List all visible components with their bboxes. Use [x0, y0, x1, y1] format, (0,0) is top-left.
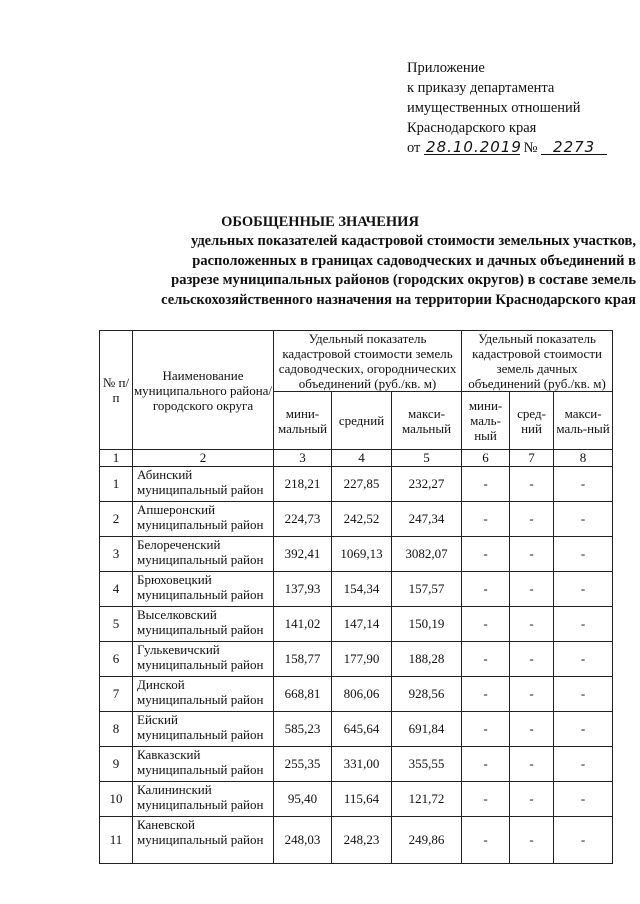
table-row — [100, 712, 613, 747]
col-header-dacha-max: макси-маль-ный — [554, 392, 613, 450]
dacha-avg-value: - — [510, 607, 554, 642]
appendix-line-4: Краснодарского края — [407, 120, 537, 136]
order-date: 28.10.2019 — [426, 138, 522, 156]
garden-max-value: 3082,07 — [392, 537, 462, 572]
dacha-avg-value: - — [510, 537, 554, 572]
dacha-max-value: - — [554, 467, 613, 502]
district-name-line-2: муниципальный район — [137, 727, 264, 742]
district-name — [133, 817, 274, 864]
table-row — [100, 572, 613, 607]
garden-max-value: 928,56 — [392, 677, 462, 712]
garden-avg-value: 154,34 — [332, 572, 392, 607]
dacha-max-value: - — [554, 782, 613, 817]
dacha-avg-value: - — [510, 747, 554, 782]
garden-avg-value: 227,85 — [332, 467, 392, 502]
district-name — [133, 607, 274, 642]
dacha-avg-value: - — [510, 502, 554, 537]
appendix-order-line — [407, 138, 632, 158]
dacha-max-value: - — [554, 677, 613, 712]
garden-avg-value: 242,52 — [332, 502, 392, 537]
from-label: от — [407, 140, 421, 156]
district-name-line-2: муниципальный район — [137, 692, 264, 707]
district-name-line-1: Ейский — [137, 712, 178, 727]
garden-min-value: 218,21 — [274, 467, 332, 502]
column-index: 7 — [510, 450, 554, 467]
garden-min-value: 255,35 — [274, 747, 332, 782]
column-index: 3 — [274, 450, 332, 467]
row-number: 8 — [100, 712, 133, 747]
row-number: 11 — [100, 817, 133, 864]
dacha-avg-value: - — [510, 712, 554, 747]
garden-min-value: 248,03 — [274, 817, 332, 864]
district-name — [133, 747, 274, 782]
garden-min-value: 141,02 — [274, 607, 332, 642]
garden-min-value: 585,23 — [274, 712, 332, 747]
district-name — [133, 642, 274, 677]
row-number: 5 — [100, 607, 133, 642]
garden-max-value: 188,28 — [392, 642, 462, 677]
col-header-no: № п/п — [100, 331, 133, 450]
garden-min-value: 95,40 — [274, 782, 332, 817]
order-number: 2273 — [541, 140, 607, 155]
garden-min-value: 158,77 — [274, 642, 332, 677]
col-header-dacha-min: мини-маль-ный — [462, 392, 510, 450]
col-header-garden-min: мини-мальный — [274, 392, 332, 450]
garden-avg-value: 177,90 — [332, 642, 392, 677]
column-index: 5 — [392, 450, 462, 467]
dacha-max-value: - — [554, 502, 613, 537]
subtitle-line-4: сельскохозяйственного назначения на территории Краснодарского края — [161, 291, 636, 308]
row-number: 6 — [100, 642, 133, 677]
dacha-avg-value: - — [510, 572, 554, 607]
district-name-line-1: Брюховецкий — [137, 572, 212, 587]
row-number: 3 — [100, 537, 133, 572]
table-row — [100, 502, 613, 537]
dacha-min-value: - — [462, 677, 510, 712]
district-name-line-2: муниципальный район — [137, 762, 264, 777]
column-index: 6 — [462, 450, 510, 467]
garden-min-value: 668,81 — [274, 677, 332, 712]
garden-avg-value: 806,06 — [332, 677, 392, 712]
subtitle-line-2: расположенных в границах садоводческих и дачных объединений в — [192, 252, 636, 269]
table-row — [100, 642, 613, 677]
document-subtitle — [96, 232, 636, 310]
garden-max-value: 232,27 — [392, 467, 462, 502]
row-number: 1 — [100, 467, 133, 502]
district-name — [133, 677, 274, 712]
district-name-line-1: Выселковский — [137, 607, 217, 622]
subtitle-line-3: разрезе муниципальных районов (городских округов) в составе земель — [171, 272, 636, 288]
appendix-line-2: к приказу департамента — [407, 80, 555, 96]
garden-avg-value: 331,00 — [332, 747, 392, 782]
district-name — [133, 572, 274, 607]
appendix-line-1: Приложение — [407, 60, 485, 76]
col-header-garden-max: макси-мальный — [392, 392, 462, 450]
col-header-group-dacha: Удельный показатель кадастровой стоимости земель дачных объединений (руб./кв. м) — [462, 331, 613, 392]
row-number: 4 — [100, 572, 133, 607]
dacha-min-value: - — [462, 537, 510, 572]
garden-max-value: 121,72 — [392, 782, 462, 817]
table-row — [100, 537, 613, 572]
dacha-max-value: - — [554, 607, 613, 642]
garden-max-value: 691,84 — [392, 712, 462, 747]
dacha-max-value: - — [554, 642, 613, 677]
district-name-line-1: Апшеронский — [137, 502, 216, 517]
table-row — [100, 747, 613, 782]
garden-avg-value: 147,14 — [332, 607, 392, 642]
dacha-avg-value: - — [510, 642, 554, 677]
district-name-line-1: Калининский — [137, 782, 212, 797]
district-name-line-2: муниципальный район — [137, 657, 264, 672]
district-name-line-2: муниципальный район — [137, 587, 264, 602]
dacha-min-value: - — [462, 607, 510, 642]
district-name — [133, 467, 274, 502]
table-row — [100, 817, 613, 864]
number-label: № — [523, 140, 538, 156]
appendix-line-3: имущественных отношений — [407, 100, 581, 116]
dacha-avg-value: - — [510, 782, 554, 817]
dacha-min-value: - — [462, 817, 510, 864]
dacha-min-value: - — [462, 467, 510, 502]
garden-max-value: 157,57 — [392, 572, 462, 607]
table-row — [100, 467, 613, 502]
garden-max-value: 249,86 — [392, 817, 462, 864]
appendix-header — [407, 58, 632, 158]
district-name-line-1: Кавказский — [137, 747, 201, 762]
district-name-line-1: Абинский — [137, 467, 193, 482]
garden-avg-value: 645,64 — [332, 712, 392, 747]
column-index-row — [100, 450, 613, 467]
dacha-min-value: - — [462, 642, 510, 677]
column-index: 2 — [133, 450, 274, 467]
dacha-max-value: - — [554, 572, 613, 607]
dacha-min-value: - — [462, 572, 510, 607]
column-index: 1 — [100, 450, 133, 467]
garden-max-value: 247,34 — [392, 502, 462, 537]
district-name-line-2: муниципальный район — [137, 482, 264, 497]
subtitle-line-1: удельных показателей кадастровой стоимости земельных участков, — [191, 233, 636, 249]
dacha-min-value: - — [462, 747, 510, 782]
dacha-max-value: - — [554, 817, 613, 864]
district-name-line-2: муниципальный район — [137, 622, 264, 637]
district-name-line-2: муниципальный район — [137, 517, 264, 532]
table-row — [100, 677, 613, 712]
dacha-min-value: - — [462, 502, 510, 537]
col-header-group-garden: Удельный показатель кадастровой стоимости земель садоводческих, огороднических объединений (руб./кв. м) — [274, 331, 462, 392]
col-header-name: Наименование муниципального района/городского округа — [133, 331, 274, 450]
district-name-line-1: Динской — [137, 677, 185, 692]
column-index: 8 — [554, 450, 613, 467]
dacha-avg-value: - — [510, 677, 554, 712]
garden-avg-value: 1069,13 — [332, 537, 392, 572]
district-name-line-2: муниципальный район — [137, 552, 264, 567]
values-table — [99, 330, 613, 864]
garden-max-value: 150,19 — [392, 607, 462, 642]
district-name-line-2: муниципальный район — [137, 797, 264, 812]
column-index: 4 — [332, 450, 392, 467]
col-header-garden-avg: средний — [332, 392, 392, 450]
row-number: 2 — [100, 502, 133, 537]
dacha-max-value: - — [554, 712, 613, 747]
table-row — [100, 607, 613, 642]
dacha-max-value: - — [554, 537, 613, 572]
district-name-line-1: Белореченский — [137, 537, 221, 552]
dacha-min-value: - — [462, 712, 510, 747]
district-name-line-1: Гулькевичский — [137, 642, 220, 657]
dacha-min-value: - — [462, 782, 510, 817]
district-name — [133, 782, 274, 817]
row-number: 9 — [100, 747, 133, 782]
district-name-line-1: Каневской — [137, 817, 195, 832]
garden-min-value: 392,41 — [274, 537, 332, 572]
garden-min-value: 224,73 — [274, 502, 332, 537]
district-name-line-2: муниципальный район — [137, 832, 264, 847]
garden-max-value: 355,55 — [392, 747, 462, 782]
district-name — [133, 537, 274, 572]
garden-avg-value: 248,23 — [332, 817, 392, 864]
row-number: 10 — [100, 782, 133, 817]
col-header-dacha-avg: сред-ний — [510, 392, 554, 450]
garden-min-value: 137,93 — [274, 572, 332, 607]
dacha-avg-value: - — [510, 467, 554, 502]
district-name — [133, 502, 274, 537]
row-number: 7 — [100, 677, 133, 712]
garden-avg-value: 115,64 — [332, 782, 392, 817]
table-row — [100, 782, 613, 817]
dacha-avg-value: - — [510, 817, 554, 864]
district-name — [133, 712, 274, 747]
dacha-max-value: - — [554, 747, 613, 782]
document-title: ОБОБЩЕННЫЕ ЗНАЧЕНИЯ — [221, 214, 419, 230]
